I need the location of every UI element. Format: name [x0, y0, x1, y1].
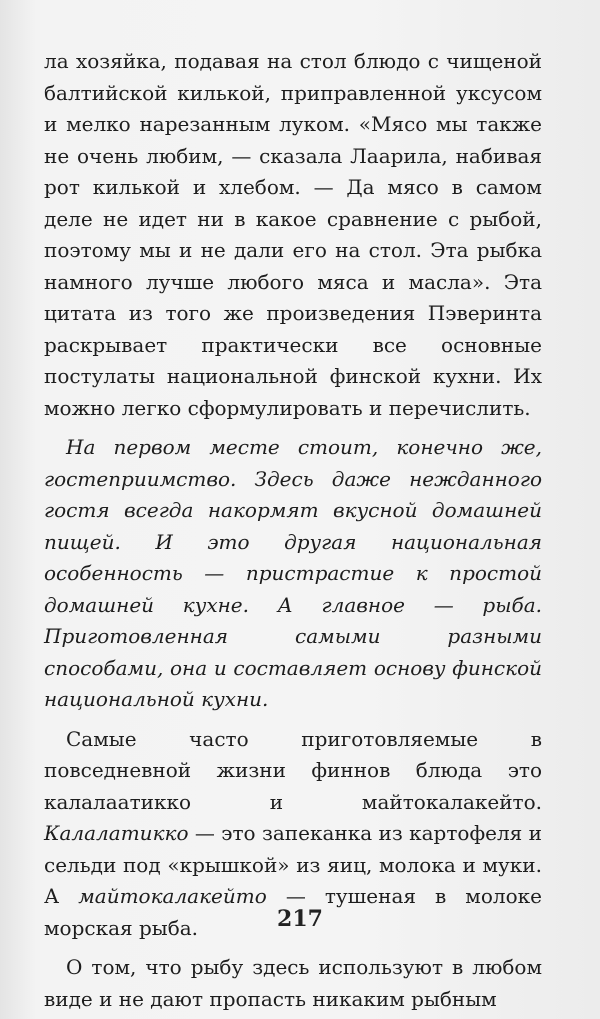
paragraph-3-end: — тушеная в молоке морская рыба. [44, 884, 542, 940]
paragraph-4: О том, что рыбу здесь используют в любом виде и не дают пропасть никаким рыбным [44, 955, 542, 1011]
dish-term-kalalaatikko: Калалатикко [44, 821, 189, 845]
paragraph-2-italic: На первом месте стоит, конечно же, гостеприимство. Здесь даже нежданного гостя всегда накормят вкусной домашней пищей. И это другая национальная особенность — пристрастие к простой домашней кухне. А главное — рыба. Приготовленная самыми разными способами, она и составляет основу финской национальной кухни. [44, 435, 542, 711]
paragraph-3-intro: Самые часто приготовляемые в повседневной жизни финнов блюда это калалаатикко и майтокалакейто. [44, 726, 542, 814]
body-text [44, 46, 542, 1015]
paragraph-3-middle: — это запеканка из картофеля и сельди под «крышкой» из яиц, молока и муки. А [44, 821, 542, 908]
paragraph-1: ла хозяйка, подавая на стол блюдо с чищеной балтийской килькой, приправленной уксусом и мелко нарезанным луком. «Мясо мы также не очень любим, — сказала Лаарила, набивая рот килькой и хлебом. — Да мясо в самом деле не идет ни в какое сравнение с рыбой, поэтому мы и не дали его на стол. Эта рыбка намного лучше любого мяса и масла». Эта цитата из того же произведения Пэверинта раскрывает практически все основные постулаты национальной финской кухни. Их можно легко сформулировать и перечислить. [44, 49, 542, 420]
dish-term-maitokalakeitto: майтокалакейто [78, 884, 267, 908]
page-number: 217 [277, 906, 323, 932]
